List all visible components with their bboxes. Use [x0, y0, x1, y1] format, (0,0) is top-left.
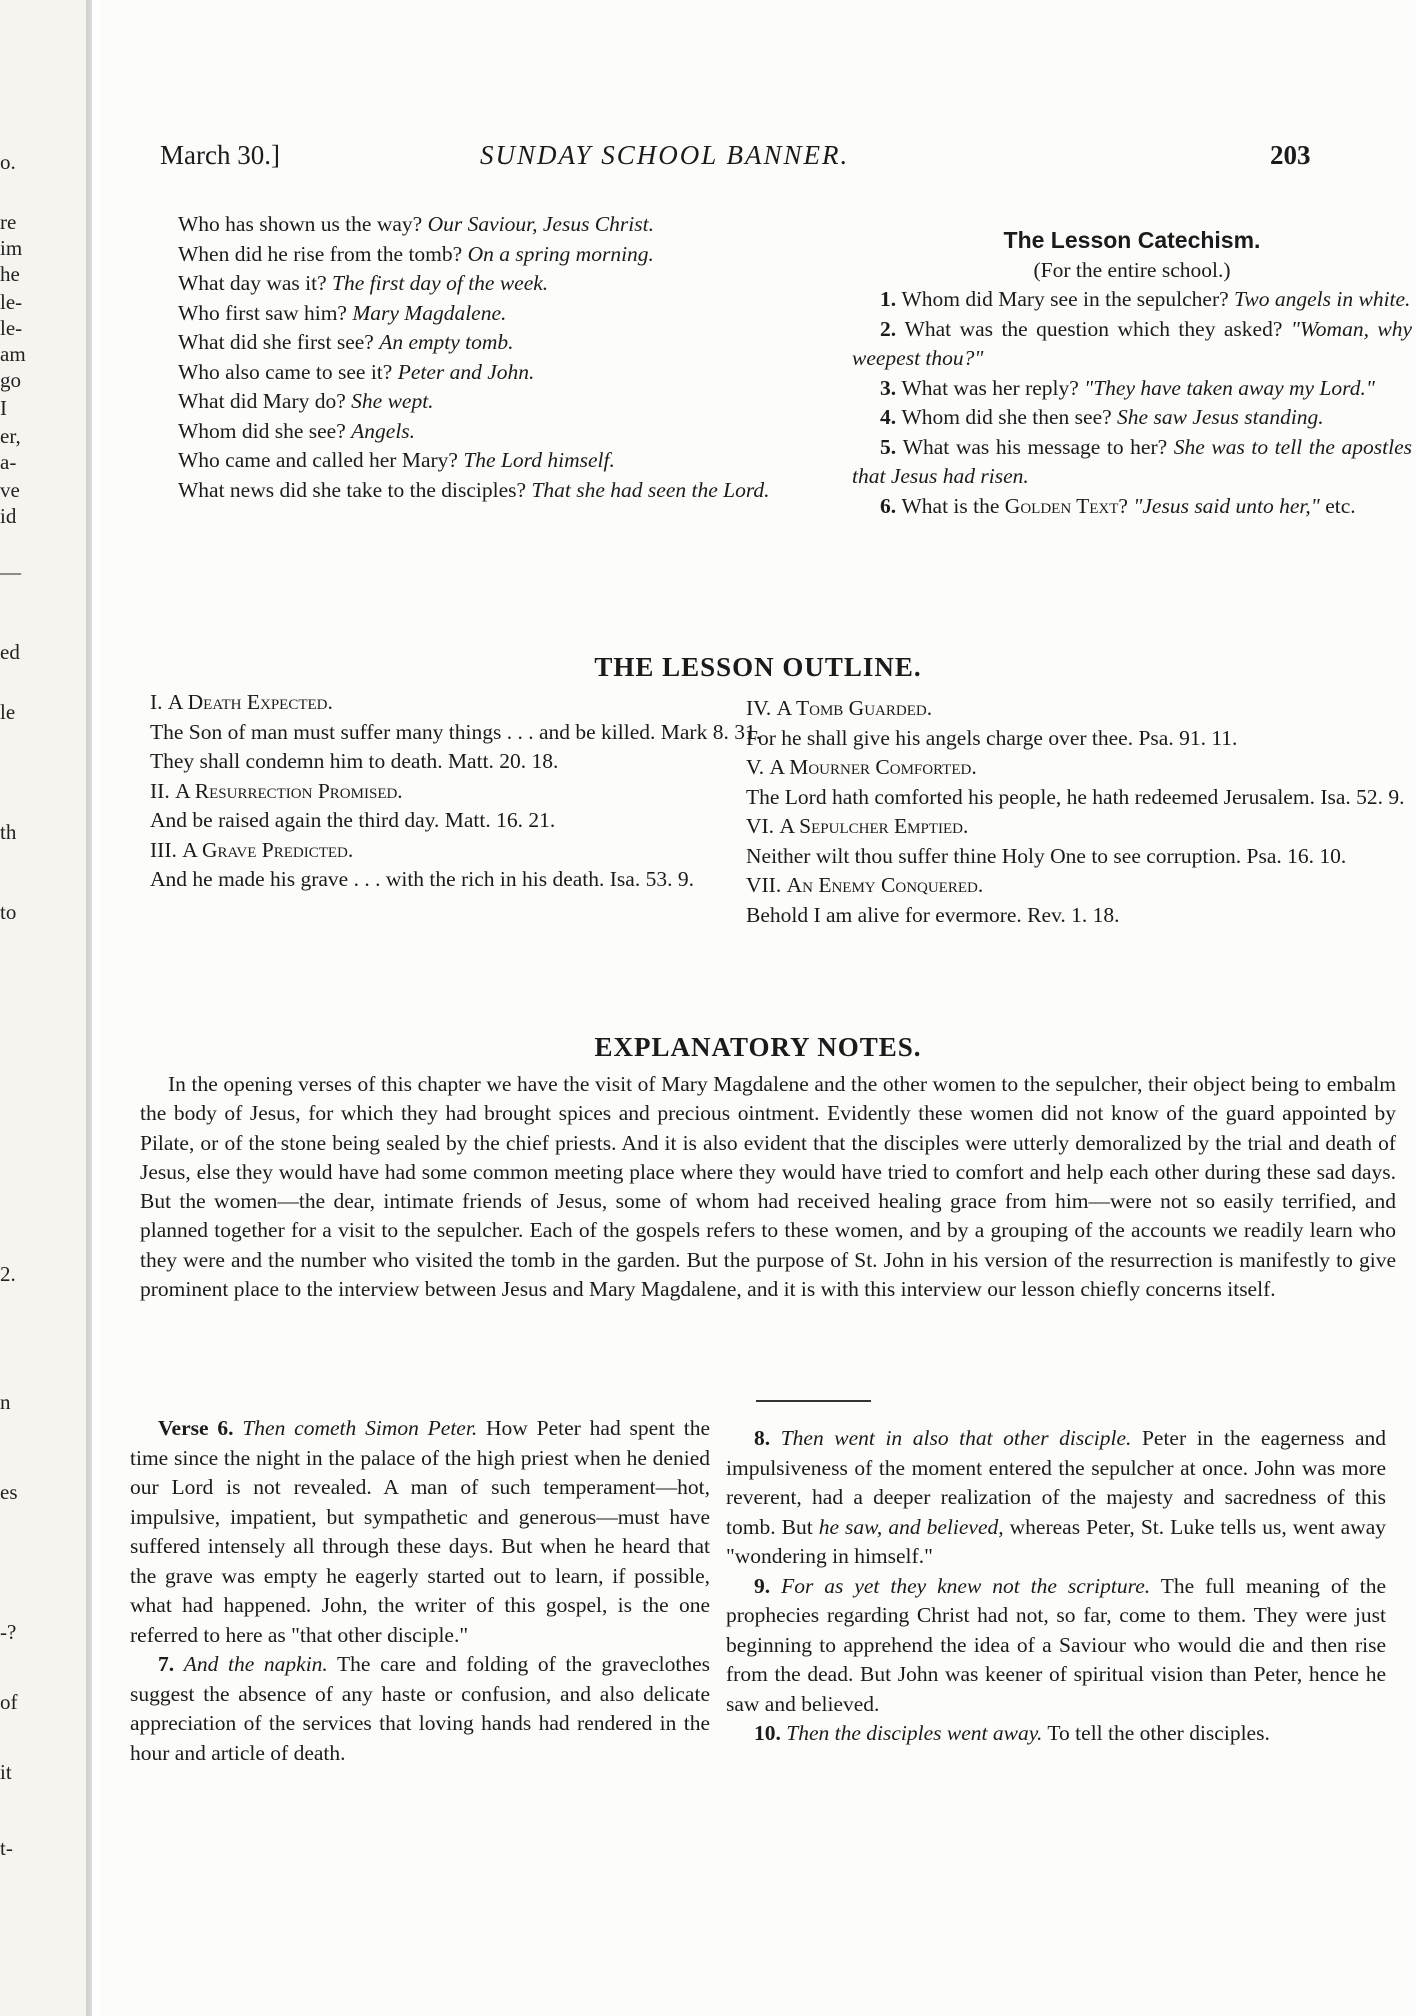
adjacent-page-fragment: I: [0, 396, 7, 420]
question-text: Who came and called her Mary?: [178, 448, 464, 472]
outline-heading: [150, 777, 800, 807]
verse-text: How Peter had spent the time since the night in the palace of the high priest when he denied our Lord is not revealed. A man of such temperament—hot, impulsive, impatient, but sympathetic and generous—must have suffered intensely all through these days. But when he heard that the grave was empty he eagerly started out to learn, if possible, what had happened. John, the writer of this gospel, is the one referred to here as "that other disciple.": [130, 1416, 710, 1647]
catechism-answer: "Jesus said unto her,": [1133, 493, 1320, 518]
question-line: [150, 358, 810, 388]
adjacent-page-fragment: t-: [0, 1836, 13, 1860]
outline-scripture: And be raised again the third day. Matt. 16. 21.: [150, 808, 556, 832]
question-text: What did she first see?: [178, 330, 380, 354]
adjacent-page-fragment: am: [0, 342, 26, 366]
adjacent-page-fragment: go: [0, 368, 21, 392]
question-answer: An empty tomb.: [379, 330, 514, 354]
verse-reference-inline: he saw, and believed,: [812, 1514, 1004, 1539]
question-text: Who first saw him?: [178, 300, 353, 325]
adjacent-page-fragment: a-: [0, 450, 17, 474]
question-line: [150, 417, 810, 447]
verse-note: [130, 1650, 710, 1768]
verse-reference: Then cometh Simon Peter.: [242, 1416, 478, 1440]
catechism-list: [852, 285, 1412, 521]
question-text: Who has shown us the way?: [178, 212, 428, 236]
verse-reference: For as yet they knew not the scripture.: [781, 1573, 1151, 1598]
outline-numeral: VI.: [746, 814, 780, 838]
catechism-answer: "Woman, why weepest thou?": [852, 316, 1413, 370]
lesson-catechism: [852, 226, 1412, 521]
outline-heading: [746, 871, 1412, 901]
adjacent-page-fragment: re: [0, 210, 17, 234]
verse-reference: Then the disciples went away.: [786, 1721, 1043, 1745]
outline-numeral: III.: [150, 837, 183, 862]
catechism-answer: "They have taken away my Lord.": [1084, 375, 1375, 400]
outline-left-column: [150, 688, 800, 895]
catechism-answer: She was to tell the apostles that Jesus had risen.: [852, 434, 1413, 488]
outline-scripture: They shall condemn him to death. Matt. 20. 18.: [150, 749, 559, 773]
question-text: Who also came to see it?: [178, 359, 398, 384]
notes-left-column: [130, 1414, 710, 1768]
verse-number: 10.: [754, 1721, 787, 1745]
outline-title: THE LESSON OUTLINE.: [594, 652, 922, 682]
outline-heading: [150, 688, 800, 718]
outline-heading-text: A Mourner Comforted.: [769, 755, 977, 779]
adjacent-page-strip: [0, 0, 92, 2016]
outline-right-column: [746, 694, 1412, 930]
adjacent-page-fragment: le: [0, 700, 16, 724]
verse-reference: And the napkin.: [183, 1652, 328, 1676]
catechism-number: 3.: [880, 375, 902, 400]
adjacent-page-fragment: th: [0, 820, 17, 844]
outline-numeral: II.: [150, 778, 176, 803]
catechism-item: [852, 492, 1412, 522]
divider: [756, 1400, 871, 1402]
adjacent-page-fragment: 2.: [0, 1262, 16, 1286]
question-line: [150, 210, 810, 240]
verse-reference: Then went in also that other disciple.: [780, 1426, 1132, 1450]
catechism-tail: etc.: [1319, 493, 1356, 518]
catechism-golden-text-label: Golden Text?: [1004, 493, 1134, 518]
header-date: March 30.]: [160, 140, 280, 170]
outline-heading: [746, 694, 1412, 724]
verse-number: 7.: [158, 1652, 184, 1676]
verse-text: To tell the other disciples.: [1042, 1721, 1270, 1745]
question-answer: Our Saviour, Jesus Christ.: [427, 212, 654, 236]
verse-note: [726, 1424, 1386, 1572]
adjacent-page-fragment: er,: [0, 424, 21, 448]
catechism-answer: Two angels in white.: [1234, 287, 1411, 311]
adjacent-page-fragment: of: [0, 1690, 18, 1714]
outline-numeral: I.: [150, 690, 168, 714]
catechism-item: [852, 374, 1412, 404]
catechism-item: [852, 285, 1412, 315]
question-text: What news did she take to the disciples?: [178, 477, 532, 502]
question-text: What did Mary do?: [178, 389, 352, 413]
outline-heading-text: An Enemy Conquered.: [786, 873, 984, 897]
adjacent-page-fragment: n: [0, 1390, 11, 1414]
outline-heading: [746, 812, 1412, 842]
catechism-answer: She saw Jesus standing.: [1117, 405, 1324, 429]
catechism-question: What was her reply?: [901, 375, 1085, 400]
adjacent-page-fragment: —: [0, 560, 21, 584]
catechism-number: 4.: [880, 405, 902, 429]
outline-heading-text: A Sepulcher Emptied.: [779, 814, 969, 838]
question-answer: That she had seen the Lord.: [531, 477, 770, 502]
header-title: SUNDAY SCHOOL BANNER.: [480, 140, 850, 170]
catechism-item: [852, 403, 1412, 433]
catechism-question: Whom did Mary see in the sepulcher?: [901, 287, 1235, 311]
outline-scripture: Neither wilt thou suffer thine Holy One to see corruption. Psa. 16. 10.: [746, 843, 1347, 868]
question-answer: The first day of the week.: [332, 271, 549, 295]
notes-intro: In the opening verses of this chapter we have the visit of Mary Magdalene and the other women to the sepulcher, their object being to embalm the body of Jesus, for which they had brought spices and precious ointment. Evidently these women did not know of the guard appointed by Pilate, or of the stone being sealed by the chief priests. And it is also evident that the disciples were utterly demoralized by the trial and death of Jesus, else they would have had some common meeting place where they would have tried to comfort and help each other during these sad days. But the women—the dear, intimate friends of Jesus, some of whom had received healing grace from him—were not so easily terrified, and planned together for a visit to the sepulcher. Each of the gospels refers to these women, and by a grouping of the accounts we readily learn who they were and the number who visited the tomb in the garden. But the purpose of St. John in his version of the resurrection is manifestly to give prominent place to the interview between Jesus and Mary Magdalene, and it is with this interview our lesson chiefly concerns itself.: [140, 1072, 1396, 1302]
verse-text: The care and folding of the graveclothes suggest the absence of any haste or confusion, and also delicate appreciation of the services that loving hands had rendered in the hour and article of death.: [130, 1652, 711, 1765]
question-answer: She wept.: [351, 389, 434, 413]
catechism-number: 6.: [880, 493, 902, 518]
question-answer: Peter and John.: [397, 359, 535, 384]
adjacent-page-fragment: le-: [0, 290, 23, 314]
adjacent-page-fragment: id: [0, 504, 17, 528]
question-line: [150, 387, 810, 417]
catechism-question: What is the: [901, 493, 1005, 518]
question-line: [150, 299, 810, 329]
adjacent-page-fragment: le-: [0, 316, 23, 340]
outline-numeral: V.: [746, 755, 770, 779]
verse-note: [726, 1719, 1386, 1749]
adjacent-page-fragment: ve: [0, 478, 20, 502]
catechism-number: 5.: [880, 434, 903, 459]
verse-number: 8.: [754, 1426, 781, 1450]
outline-scripture: And he made his grave . . . with the rich in his death. Isa. 53. 9.: [150, 867, 694, 891]
verse-number: Verse 6.: [158, 1416, 243, 1440]
outline-heading-text: A Death Expected.: [167, 690, 333, 714]
question-text: When did he rise from the tomb?: [178, 241, 468, 266]
question-answer: Angels.: [351, 418, 416, 443]
question-answer: Mary Magdalene.: [352, 300, 507, 325]
catechism-question: Whom did she then see?: [901, 405, 1118, 429]
question-text: What day was it?: [178, 271, 333, 295]
outline-heading: [150, 836, 800, 866]
adjacent-page-fragment: it: [0, 1760, 12, 1784]
notes-right-column: [726, 1424, 1386, 1749]
question-line: [150, 269, 810, 299]
verse-note: [726, 1572, 1386, 1720]
question-text: Whom did she see?: [178, 418, 352, 443]
outline-scripture: For he shall give his angels charge over thee. Psa. 91. 11.: [746, 725, 1238, 750]
adjacent-page-fragment: ed: [0, 640, 20, 664]
adjacent-page-fragment: o.: [0, 150, 16, 174]
catechism-question: What was the question which they asked?: [904, 316, 1291, 341]
outline-heading-text: A Resurrection Promised.: [175, 778, 403, 803]
notes-title: EXPLANATORY NOTES.: [594, 1032, 922, 1062]
outline-scripture: Behold I am alive for evermore. Rev. 1. 18.: [746, 902, 1120, 927]
question-line: [150, 328, 810, 358]
catechism-title: The Lesson Catechism.: [1003, 227, 1261, 253]
outline-heading: [746, 753, 1412, 783]
catechism-item: [852, 433, 1412, 492]
outline-scripture: The Son of man must suffer many things . . . and be killed. Mark 8. 31.: [150, 719, 762, 744]
outline-scripture: The Lord hath comforted his people, he hath redeemed Jerusalem. Isa. 52. 9.: [746, 784, 1405, 809]
adjacent-page-fragment: he: [0, 262, 20, 286]
verse-note: [130, 1414, 710, 1650]
question-line: [150, 446, 810, 476]
outline-heading-text: A Tomb Guarded.: [776, 696, 933, 720]
catechism-number: 1.: [880, 287, 902, 311]
adjacent-page-fragment: -?: [0, 1620, 17, 1644]
outline-numeral: VII.: [746, 873, 787, 897]
outline-numeral: IV.: [746, 696, 777, 720]
outline-heading-text: A Grave Predicted.: [182, 837, 354, 862]
question-answer: On a spring morning.: [467, 241, 654, 266]
page-gutter-shadow: [86, 0, 92, 2016]
catechism-subtitle: (For the entire school.): [1033, 257, 1231, 282]
page-number: 203: [1270, 140, 1311, 170]
question-line: [150, 240, 810, 270]
adjacent-page-fragment: im: [0, 236, 23, 260]
verse-text: Peter in the eagerness and impulsiveness of the moment entered the sepulcher at once. John was more reverent, had a deeper realization of the majesty and sacredness of this tomb. But: [726, 1426, 1386, 1539]
verse-text: The full meaning of the prophecies regarding Christ had not, so far, come to them. They were just beginning to apprehend the idea of a Saviour who would die and then rise from the dead. But John was keener of spiritual vision than Peter, hence he saw and believed.: [726, 1573, 1386, 1716]
adjacent-page-fragment: to: [0, 900, 17, 924]
verse-number: 9.: [754, 1573, 782, 1598]
review-questions: [150, 210, 810, 505]
question-answer: The Lord himself.: [463, 448, 615, 472]
catechism-question: What was his message to her?: [902, 434, 1174, 459]
page: [100, 0, 1416, 2016]
catechism-number: 2.: [880, 316, 905, 341]
verse-text-continued: whereas Peter, St. Luke tells us, went away "wondering in himself.": [726, 1514, 1386, 1568]
catechism-item: [852, 315, 1412, 374]
question-line: [150, 476, 810, 506]
adjacent-page-fragment: es: [0, 1480, 18, 1504]
